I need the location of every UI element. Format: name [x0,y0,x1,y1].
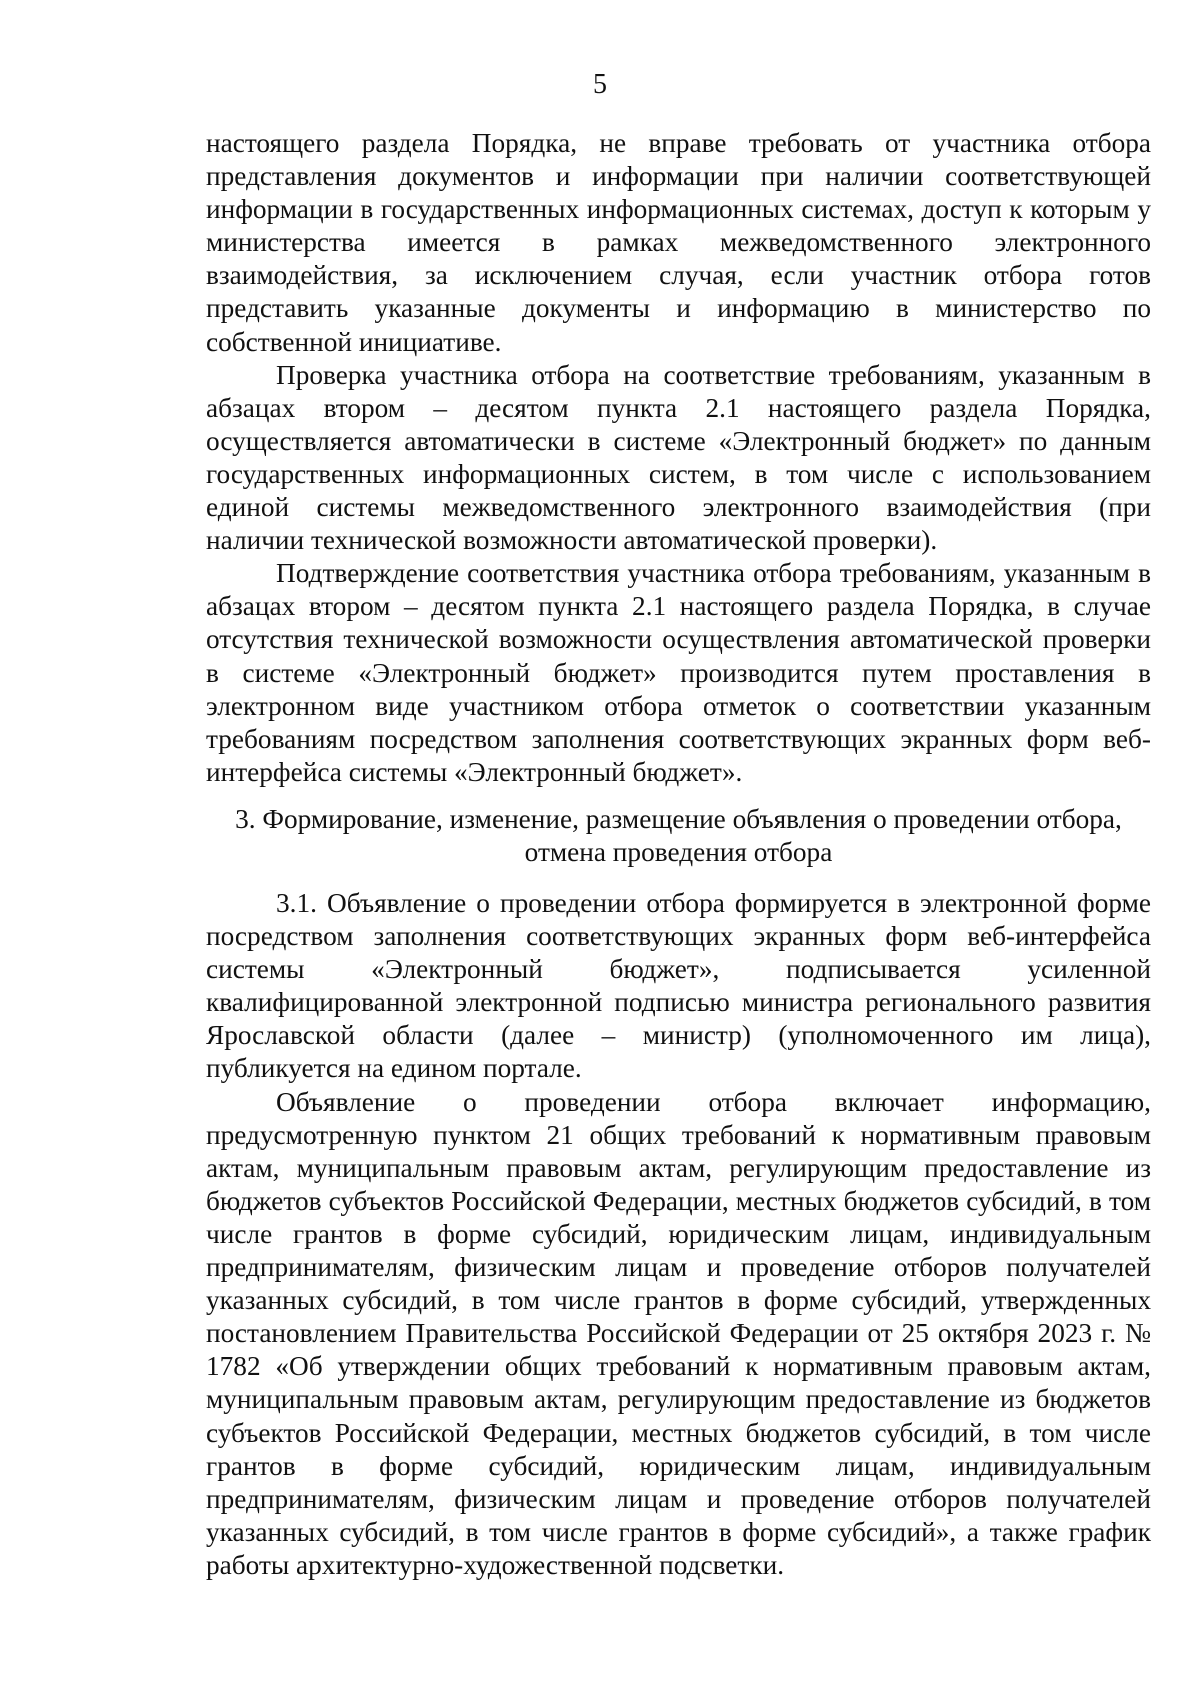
paragraph-confirmation: Подтверждение соответствия участника отбора требованиям, указанным в абзацах втором – десятом пункта 2.1 настоящего раздела Порядка, в случае отсутствия технической возможности осуществления автоматической проверки в системе «Электронный бюджет» производится путем проставления в электронном виде участником отбора отметок о соответствии указанным требованиям посредством заполнения соответствующих экранных форм веб-интерфейса системы «Электронный бюджет». [206,558,1151,787]
paragraph-verification: Проверка участника отбора на соответствие требованиям, указанным в абзацах втором – десятом пункта 2.1 настоящего раздела Порядка, осуществляется автоматически в системе «Электронный бюджет» по данным государственных информационных систем, в том числе с использованием единой системы межведомственного электронного взаимодействия (при наличии технической возможности автоматической проверки). [206,359,1151,556]
body-text-part1 [206,127,1151,789]
body-text-part2 [206,887,1151,1582]
paragraph-announcement-content: Объявление о проведении отбора включает информацию, предусмотренную пунктом 21 общих требований к нормативным правовым актам, муниципальным правовым актам, регулирующим предоставление из бюджетов субъектов Российской Федерации, местных бюджетов субсидий, в том числе грантов в форме субсидий, юридическим лицам, индивидуальным предпринимателям, физическим лицам и проведение отборов получателей указанных субсидий, в том числе грантов в форме субсидий, утвержденных постановлением Правительства Российской Федерации от 25 октября 2023 г. № 1782 «Об утверждении общих требований к нормативным правовым актам, муниципальным правовым актам, регулирующим предоставление из бюджетов субъектов Российской Федерации, местных бюджетов субсидий, в том числе грантов в форме субсидий, юридическим лицам, индивидуальным предпринимателям, физическим лицам и проведение отборов получателей указанных субсидий, в том числе грантов в форме субсидий», а также график работы архитектурно-художественной подсветки. [206,1086,1151,1580]
paragraph-continuation: настоящего раздела Порядка, не вправе требовать от участника отбора представления документов и информации при наличии соответствующей информации в государственных информационных системах, доступ к которым у министерства имеется в рамках межведомственного электронного взаимодействия, за исключением случая, если участник отбора готов представить указанные документы и информацию в министерство по собственной инициативе. [206,128,1151,357]
section-heading [206,803,1151,869]
page-number: 5 [593,69,607,100]
section-heading-line1: 3. Формирование, изменение, размещение объявления о проведении отбора, [235,804,1122,834]
paragraph-3-1: 3.1. Объявление о проведении отбора формируется в электронной форме посредством заполнения соответствующих экранных форм веб-интерфейса системы «Электронный бюджет», подписывается усиленной квалифицированной электронной подписью министра регионального развития Ярославской области (далее – министр) (уполномоченного им лица), публикуется на едином портале. [206,888,1151,1084]
section-heading-line2: отмена проведения отбора [524,837,833,868]
